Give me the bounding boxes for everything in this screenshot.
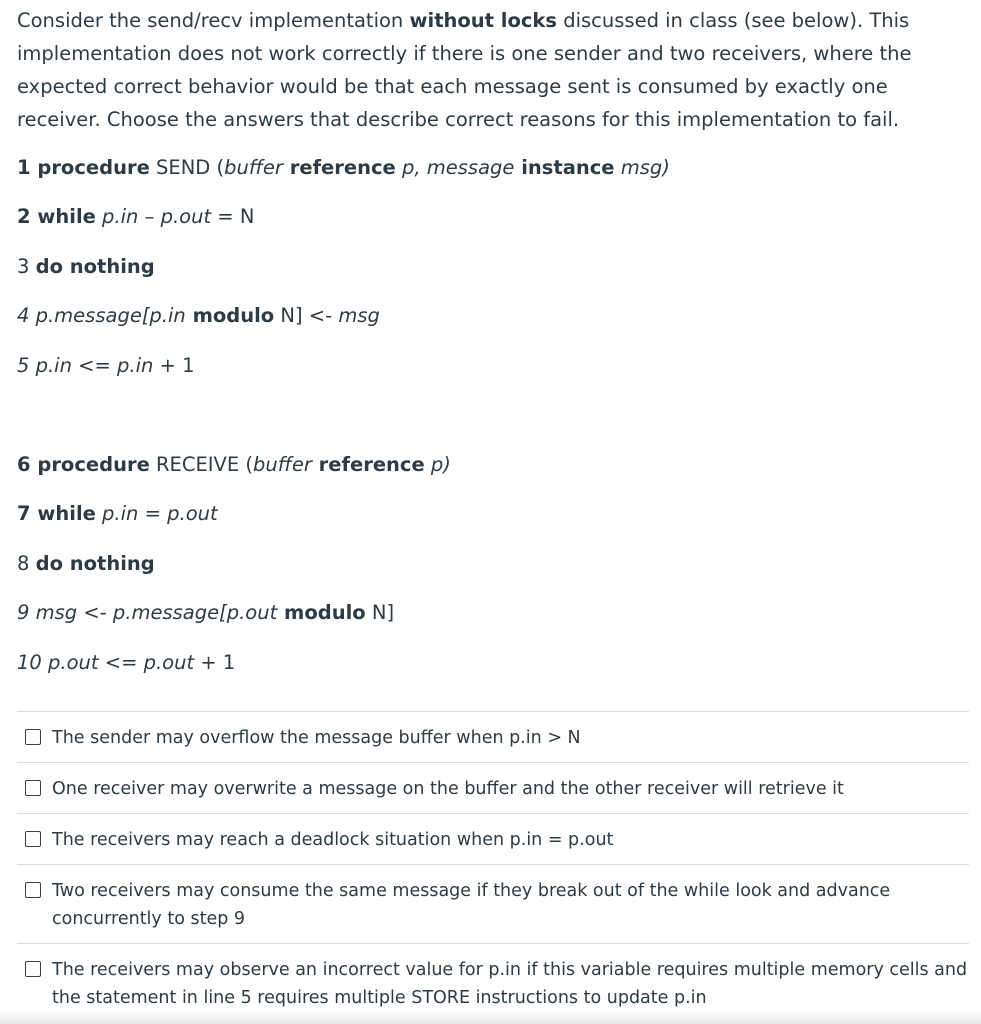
checkbox[interactable] — [25, 882, 41, 898]
answer-label: The sender may overflow the message buffer when p.in > N — [52, 728, 581, 748]
answer-option-2[interactable] — [17, 762, 969, 813]
checkbox[interactable] — [25, 831, 41, 847]
question-text — [17, 4, 967, 136]
code-line-1: 1 procedure SEND (buffer reference p, message instance msg) — [17, 156, 670, 179]
checkbox[interactable] — [25, 729, 41, 745]
code-line-3: 3 do nothing — [17, 255, 155, 278]
intro-text-start: Consider the send/recv implementation — [17, 9, 410, 32]
intro-text-end: discussed in class (see below). This implementation does not work correctly if there is one sender and two receivers, where the expected correct behavior would be that each message sent is consumed by exactly one receiver. Choose the answers that describe correct reasons for this implementation to fail. — [17, 9, 912, 131]
code-line-8: 8 do nothing — [17, 552, 155, 575]
code-line-2: 2 while p.in – p.out = N — [17, 205, 255, 228]
answer-option-4[interactable] — [17, 864, 969, 943]
answer-label: One receiver may overwrite a message on the buffer and the other receiver will retrieve it — [52, 779, 844, 799]
answer-option-1[interactable] — [17, 711, 969, 762]
answer-list — [17, 711, 969, 1022]
checkbox[interactable] — [25, 780, 41, 796]
code-line-6: 6 procedure RECEIVE (buffer reference p) — [17, 453, 451, 476]
code-line-5: 5 p.in <= p.in + 1 — [17, 354, 195, 377]
code-line-10: 10 p.out <= p.out + 1 — [17, 651, 236, 674]
code-line-4: 4 p.message[p.in modulo N] <- msg — [17, 304, 380, 327]
checkbox[interactable] — [25, 961, 41, 977]
answer-label: Two receivers may consume the same message if they break out of the while look and advance concurrently to step 9 — [52, 881, 891, 929]
bottom-fade — [0, 1010, 981, 1024]
code-line-9: 9 msg <- p.message[p.out modulo N] — [17, 601, 395, 624]
answer-label: The receivers may reach a deadlock situation when p.in = p.out — [52, 830, 614, 850]
answer-option-3[interactable] — [17, 813, 969, 864]
intro-emphasis: without locks — [409, 9, 558, 32]
code-line-7: 7 while p.in = p.out — [17, 502, 218, 525]
answer-label: The receivers may observe an incorrect value for p.in if this variable requires multiple memory cells and the statement in line 5 requires multiple STORE instructions to update p.in — [52, 960, 968, 1008]
